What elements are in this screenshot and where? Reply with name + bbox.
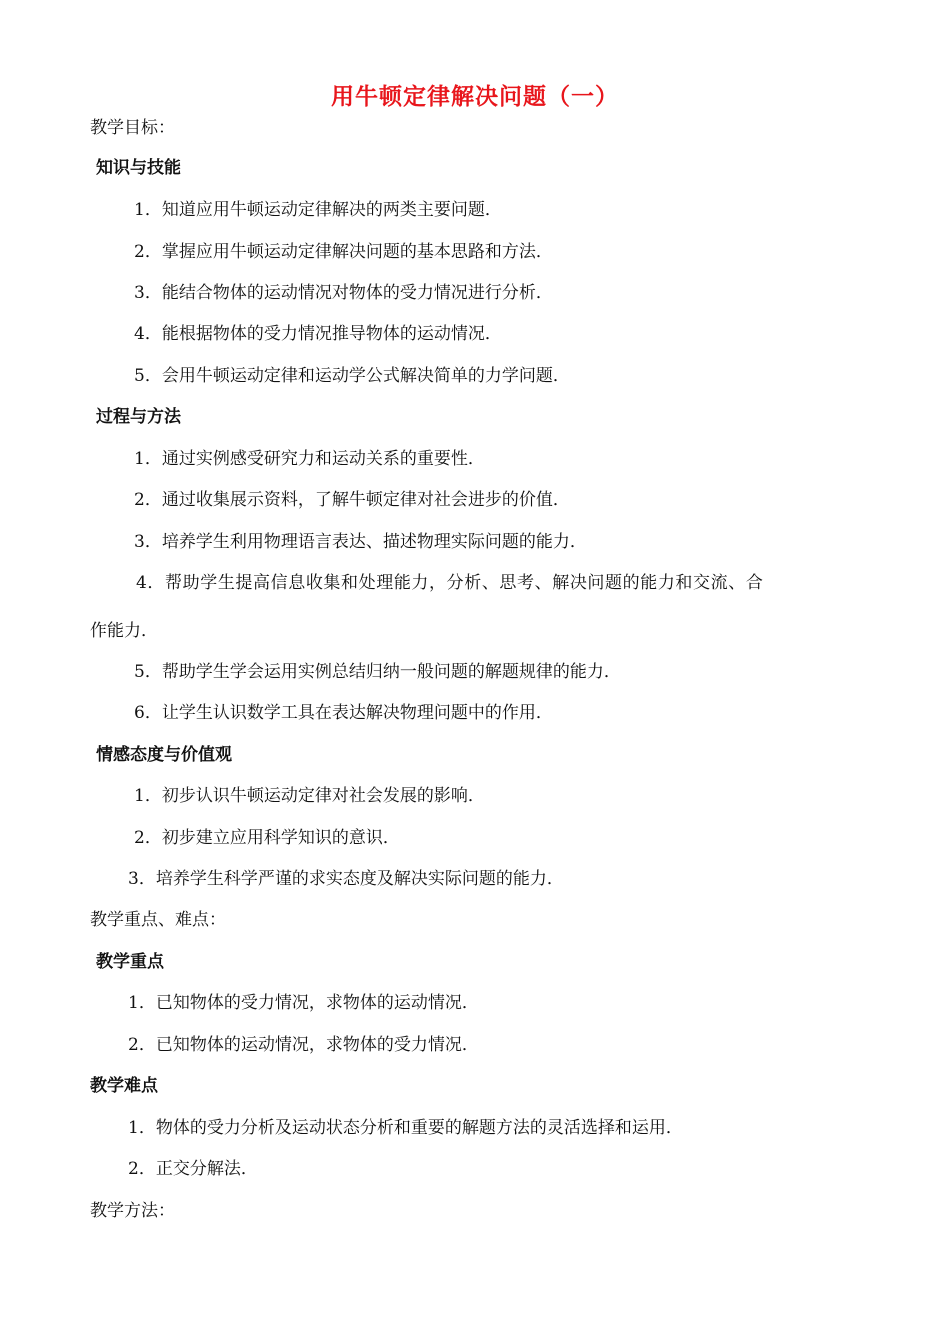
process-heading: 过程与方法	[96, 407, 181, 427]
document-title: 用牛顿定律解决问题（一）	[331, 84, 619, 110]
process-item: 4．帮助学生提高信息收集和处理能力，分析、思考、解决问题的能力和交流、合	[136, 573, 764, 593]
attitude-heading: 情感态度与价值观	[96, 745, 232, 765]
process-item-continuation: 作能力．	[90, 621, 158, 641]
knowledge-item: 3．能结合物体的运动情况对物体的受力情况进行分析．	[134, 283, 553, 303]
knowledge-item: 1．知道应用牛顿运动定律解决的两类主要问题．	[134, 200, 502, 220]
goals-label: 教学目标：	[90, 118, 175, 138]
difficulties-heading: 教学难点	[90, 1076, 158, 1096]
attitude-item: 1．初步认识牛顿运动定律对社会发展的影响．	[134, 786, 485, 806]
process-item: 3．培养学生利用物理语言表达、描述物理实际问题的能力．	[134, 532, 587, 552]
key-point-item: 1．已知物体的受力情况，求物体的运动情况．	[128, 993, 479, 1013]
attitude-item: 3．培养学生科学严谨的求实态度及解决实际问题的能力．	[128, 869, 564, 889]
process-item: 1．通过实例感受研究力和运动关系的重要性．	[134, 449, 485, 469]
process-item: 2．通过收集展示资料，了解牛顿定律对社会进步的价值．	[134, 490, 570, 510]
knowledge-item: 2．掌握应用牛顿运动定律解决问题的基本思路和方法．	[134, 242, 553, 262]
process-item: 6．让学生认识数学工具在表达解决物理问题中的作用．	[134, 703, 553, 723]
attitude-item: 2．初步建立应用科学知识的意识．	[134, 828, 400, 848]
knowledge-item: 4．能根据物体的受力情况推导物体的运动情况．	[134, 324, 502, 344]
difficulty-item: 1．物体的受力分析及运动状态分析和重要的解题方法的灵活选择和运用．	[128, 1118, 683, 1138]
key-point-item: 2．已知物体的运动情况，求物体的受力情况．	[128, 1035, 479, 1055]
key-points-heading: 教学重点	[96, 952, 164, 972]
key-points-label: 教学重点、难点：	[90, 910, 226, 930]
knowledge-item: 5．会用牛顿运动定律和运动学公式解决简单的力学问题．	[134, 366, 570, 386]
difficulty-item: 2．正交分解法．	[128, 1159, 258, 1179]
knowledge-heading: 知识与技能	[96, 158, 181, 178]
process-item: 5．帮助学生学会运用实例总结归纳一般问题的解题规律的能力．	[134, 662, 621, 682]
methods-label: 教学方法：	[90, 1201, 175, 1221]
